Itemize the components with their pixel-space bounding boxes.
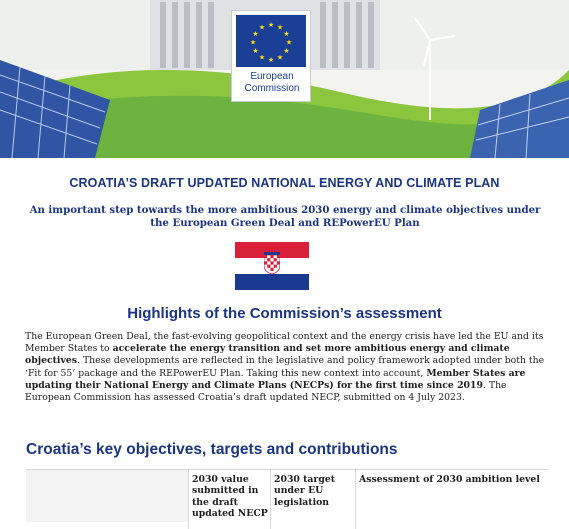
svg-text:★: ★ — [283, 47, 290, 55]
logo-text-line2: Commission — [244, 83, 300, 94]
svg-text:★: ★ — [283, 30, 290, 38]
highlights-heading: Highlights of the Commission’s assessment — [127, 305, 442, 322]
european-commission-logo — [231, 10, 311, 102]
logo-text-line1: European — [250, 71, 294, 82]
para-text-2: . These developments are reflected in the legislative and policy framework adopted under both the ‘Fit for 55’ package and the REPowerEU Plan. Taking this new context into account, — [25, 355, 545, 379]
column-divider — [270, 470, 271, 529]
logo-text — [232, 71, 312, 95]
croatia-flag-icon — [235, 242, 309, 290]
subtitle-line-2: the European Green Deal and REPowerEU Plan — [150, 217, 420, 229]
document-subtitle — [20, 204, 550, 230]
svg-text:★: ★ — [252, 47, 259, 55]
flag-stripe-blue — [235, 274, 309, 290]
table-header-blank-cell — [26, 470, 188, 522]
column-header-submitted-value: 2030 value submitted in the draft updated NECP — [192, 474, 268, 519]
header-banner — [0, 0, 569, 158]
svg-text:★: ★ — [258, 53, 266, 62]
svg-text:★: ★ — [252, 30, 259, 38]
para-text-3: . The European Commission has assessed Croatia’s draft updated NECP, submitted on 4 July 2023. — [25, 379, 507, 404]
column-header-ambition-assessment: Assessment of 2030 ambition level — [359, 474, 540, 485]
coat-of-arms-icon — [264, 252, 280, 274]
column-divider — [355, 470, 356, 529]
highlights-paragraph — [25, 331, 545, 404]
table-header-row — [26, 470, 548, 522]
para-bold-1: accelerate the energy transition and set more ambitious energy and climate objectives — [25, 343, 510, 367]
svg-text:★: ★ — [276, 23, 284, 32]
table-row — [26, 522, 548, 529]
svg-text:★: ★ — [276, 53, 284, 62]
svg-text:★: ★ — [249, 38, 257, 47]
column-header-eu-target: 2030 target under EU legislation — [274, 474, 336, 508]
column-divider — [188, 470, 189, 529]
document-title: CROATIA’S DRAFT UPDATED NATIONAL ENERGY AND CLIMATE PLAN — [69, 176, 500, 190]
objectives-table — [26, 469, 548, 529]
para-text-1: The European Green Deal, the fast-evolving geopolitical context and the energy crisis have led the EU and its Member States to — [25, 331, 544, 355]
svg-text:★: ★ — [258, 23, 266, 32]
svg-text:★: ★ — [285, 38, 293, 47]
svg-text:★: ★ — [267, 21, 275, 29]
eu-flag-icon — [236, 15, 306, 67]
para-bold-2: Member States are updating their National Energy and Climate Plans (NECPs) for the first time since 2019 — [25, 367, 526, 391]
subtitle-line-1: An important step towards the more ambitious 2030 energy and climate objectives under — [29, 204, 541, 216]
svg-text:★: ★ — [267, 56, 275, 64]
objectives-heading: Croatia’s key objectives, targets and contributions — [26, 441, 398, 458]
